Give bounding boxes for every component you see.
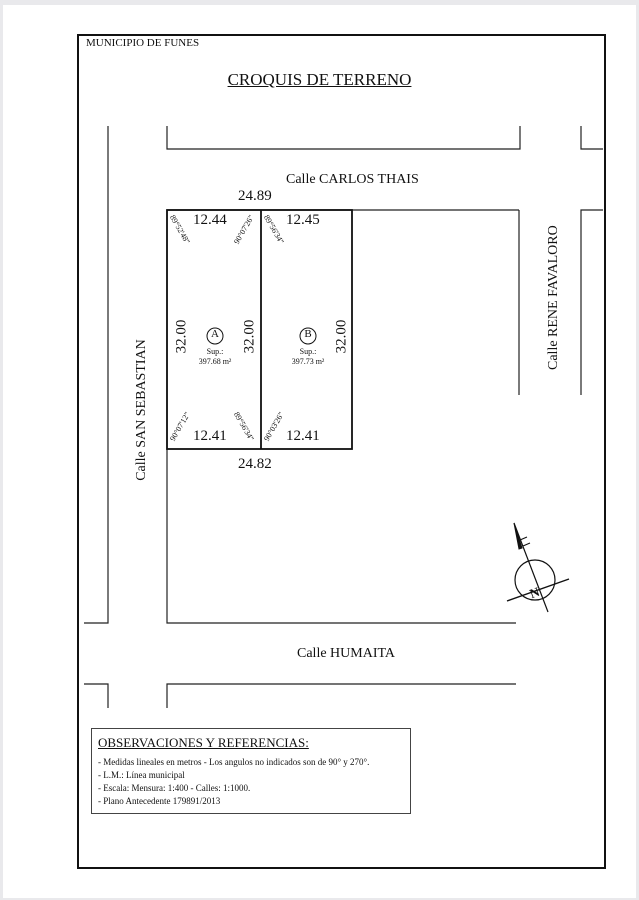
observations-box [91, 728, 411, 814]
angle-a-bottom-right: 89°56'34" [232, 410, 256, 443]
page-title: CROQUIS DE TERRENO [227, 70, 412, 89]
angle-a-top-left: 89°52'48" [168, 213, 192, 246]
lot-b-area: 397.73 m² [291, 357, 325, 366]
observation-item: - Medidas lineales en metros - Los angulos no indicados son de 90° y 270°. [98, 757, 370, 767]
dimension-lot-b-bottom: 12.41 [286, 428, 320, 444]
street-north-label: Calle CARLOS THAIS [286, 172, 419, 187]
angle-b-bottom-left: 90°03'26" [262, 410, 286, 443]
dimension-left-side: 32.00 [173, 319, 190, 354]
street-east-label: Calle RENE FAVALORO [546, 225, 561, 370]
dimension-lot-a-bottom: 12.41 [193, 428, 227, 444]
municipality-label: MUNICIPIO DE FUNES [86, 37, 200, 49]
observation-item: - Escala: Mensura: 1:400 - Calles: 1:1000. [98, 783, 251, 793]
observations-title: OBSERVACIONES Y REFERENCIAS: [98, 735, 309, 750]
street-south-label: Calle HUMAITA [297, 646, 396, 661]
dimension-lot-b-top: 12.45 [286, 212, 320, 228]
dimension-top-total: 24.89 [238, 188, 272, 204]
lot-a-sup-label: Sup.: [206, 347, 224, 356]
lot-b-sup-label: Sup.: [299, 347, 317, 356]
dimension-lot-a-top: 12.44 [193, 212, 227, 228]
street-west-label: Calle SAN SEBASTIAN [134, 339, 149, 481]
dimension-right-side: 32.00 [333, 319, 350, 354]
observation-item: - L.M.: Línea municipal [98, 770, 185, 780]
lot-b-letter: B [304, 328, 312, 340]
angle-a-bottom-left: 90°07'12" [168, 410, 192, 443]
observations-list [98, 756, 369, 808]
observation-item: - Plano Antecedente 179891/2013 [98, 796, 221, 806]
lot-a-area: 397.68 m² [198, 357, 232, 366]
dimension-bottom-total: 24.82 [238, 456, 272, 472]
angle-b-top-left: 89°56'34" [262, 213, 286, 246]
dimension-middle-side: 32.00 [241, 319, 258, 354]
north-arrow-letter: N [527, 583, 542, 602]
lot-a-letter: A [211, 328, 219, 340]
angle-a-top-right: 90°07'26" [232, 213, 256, 246]
